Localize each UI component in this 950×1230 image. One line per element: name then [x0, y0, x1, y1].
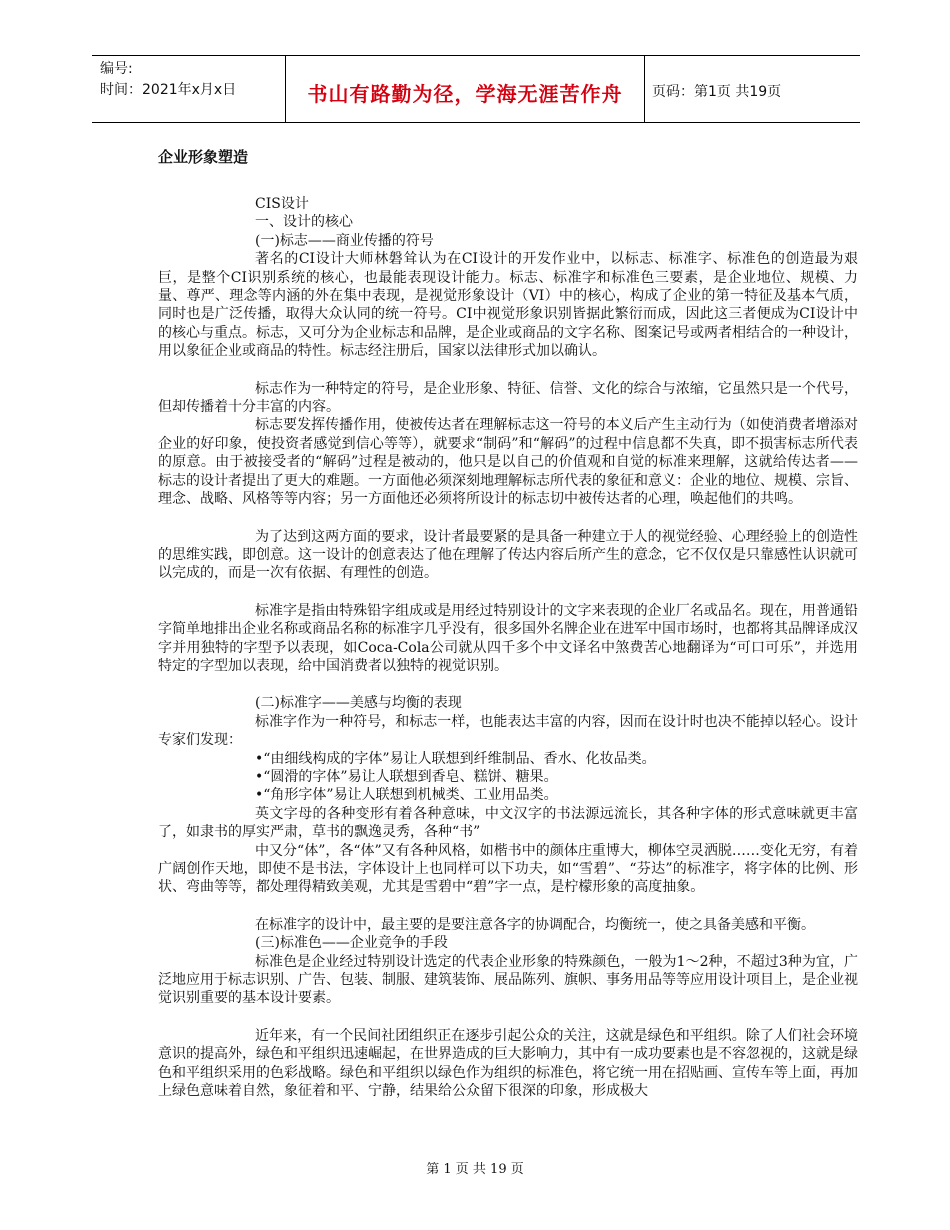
document-body — [158, 195, 858, 1100]
paragraph: 英文字母的各种变形有着各种意味，中文汉字的书法源远流长，其各种字体的形式意味就更丰富了，如隶书的厚实严肃，草书的飘逸灵秀，各种“书” — [158, 805, 858, 841]
page-footer: 第 1 页 共 19 页 — [426, 1162, 524, 1177]
subheading-color: (三)标准色——企业竞争的手段 — [255, 935, 448, 952]
section-title: CIS设计 — [255, 196, 309, 212]
bullet-item: •“角形字体”易让人联想到机械类、工业用品类。 — [255, 787, 558, 804]
paragraph: 近年来，有一个民间社团组织正在逐步引起公众的关注，这就是绿色和平组织。除了人们社会环境意识的提高外，绿色和平组织迅速崛起，在世界造成的巨大影响力，其中有一成功要素也是不容忽视的，这就是绿色和平组织采用的色彩战略。绿色和平组织以绿色作为组织的标准色，将它统一用在招贴画、宣传车等上面，再加上绿色意味着自然，象征着和平、宁静，结果给公众留下很深的印象，形成极大 — [158, 1027, 858, 1100]
page-header — [92, 55, 860, 123]
paragraph: 标志要发挥传播作用，使被传达者在理解标志这一符号的本义后产生主动行为（如使消费者增添对企业的好印象，使投资者感觉到信心等等），就要求“制码”和“解码”的过程中信息都不失真，即不损害标志所代表的原意。由于被接受者的“解码”过程是被动的，他只是以自己的价值观和自觉的标准来理解，这就给传达者——标志的设计者提出了更大的难题。一方面他必须深刻地理解标志所代表的象征和意义：企业的地位、规模、宗旨、理念、战略、风格等等内容；另一方面他还必须将所设计的标志切中被传达者的心理，唤起他们的共鸣。 — [158, 417, 858, 508]
paragraph: 标志作为一种特定的符号，是企业形象、特征、信誉、文化的综合与浓缩，它虽然只是一个代号，但却传播着十分丰富的内容。 — [158, 380, 858, 416]
subheading-wordmark: (二)标准字——美感与均衡的表现 — [255, 695, 462, 712]
header-meta-cell — [92, 56, 285, 122]
bullet-item: •“由细线构成的字体”易让人联想到纤维制品、香水、化妆品类。 — [255, 750, 656, 767]
header-page-number: 页码：第1页 共19页 — [652, 84, 782, 100]
doc-number-label: 编号: — [100, 61, 133, 77]
paragraph: 在标准字的设计中，最主要的是要注意各字的协调配合，均衡统一，使之具备美感和平衡。 — [255, 916, 815, 933]
motto-text: 书山有路勤为径，学海无涯苦作舟 — [307, 82, 623, 106]
header-motto-cell — [285, 56, 645, 122]
paragraph: 标准色是企业经过特别设计选定的代表企业形象的特殊颜色，一般为1～2种，不超过3种为宜，广泛地应用于标志识别、广告、包装、制服、建筑装饰、展品陈列、旗帜、事务用品等等应用设计项目上，是企业视觉识别重要的基本设计要素。 — [158, 953, 858, 1007]
doc-date-label: 时间：2021年x月x日 — [100, 82, 237, 98]
paragraph: 著名的CI设计大师林磐耸认为在CI设计的开发作业中，以标志、标准字、标准色的创造最为艰巨，是整个CI识别系统的核心，也最能表现设计能力。标志、标准字和标准色三要素，是企业地位、规模、力量、尊严、理念等内涵的外在集中表现，是视觉形象设计（VI）中的核心，构成了企业的第一特征及基本气质，同时也是广泛传播，取得大众认同的统一符号。CI中视觉形象识别皆据此繁衍而成，因此这三者便成为CI设计中的核心与重点。标志，又可分为企业标志和品牌，是企业或商品的文字名称、图案记号或两者相结合的一种设计，用以象征企业或商品的特性。标志经注册后，国家以法律形式加以确认。 — [158, 251, 858, 360]
bullet-item: •“圆滑的字体”易让人联想到香皂、糕饼、糖果。 — [255, 768, 558, 785]
paragraph: 中又分“体”，各“体”又有各种风格，如楷书中的颜体庄重博大，柳体空灵洒脱……变化无穷，有着广阔创作天地，即使不是书法，字体设计上也同样可以下功夫，如“雪碧”、“芬达”的标准字，将字体的比例、形状、弯曲等等，都处理得精致美观，尤其是雪碧中“碧”字一点，是柠檬形象的高度抽象。 — [158, 842, 858, 896]
heading-1: 一、设计的核心 — [255, 214, 353, 231]
document-title: 企业形象塑造 — [158, 148, 249, 166]
header-page-cell — [644, 56, 860, 122]
subheading-logo: (一)标志——商业传播的符号 — [255, 232, 434, 249]
paragraph: 标准字作为一种符号，和标志一样，也能表达丰富的内容，因而在设计时也决不能掉以轻心。设计专家们发现： — [158, 713, 858, 749]
paragraph: 标准字是指由特殊铅字组成或是用经过特别设计的文字来表现的企业厂名或品名。现在，用普通铅字简单地排出企业名称或商品名称的标准字几乎没有，很多国外名牌企业在进军中国市场时，也都将其品牌译成汉字并用独特的字型予以表现，如Coca-Cola公司就从四千多个中文译名中煞费苦心地翻译为“可口可乐”，并选用特定的字型加以表现，给中国消费者以独特的视觉识别。 — [158, 602, 858, 674]
paragraph: 为了达到这两方面的要求，设计者最要紧的是具备一种建立于人的视觉经验、心理经验上的创造性的思维实践，即创意。这一设计的创意表达了他在理解了传达内容后所产生的意念，它不仅仅是只靠感性认识就可以完成的，而是一次有依据、有理性的创造。 — [158, 528, 858, 582]
